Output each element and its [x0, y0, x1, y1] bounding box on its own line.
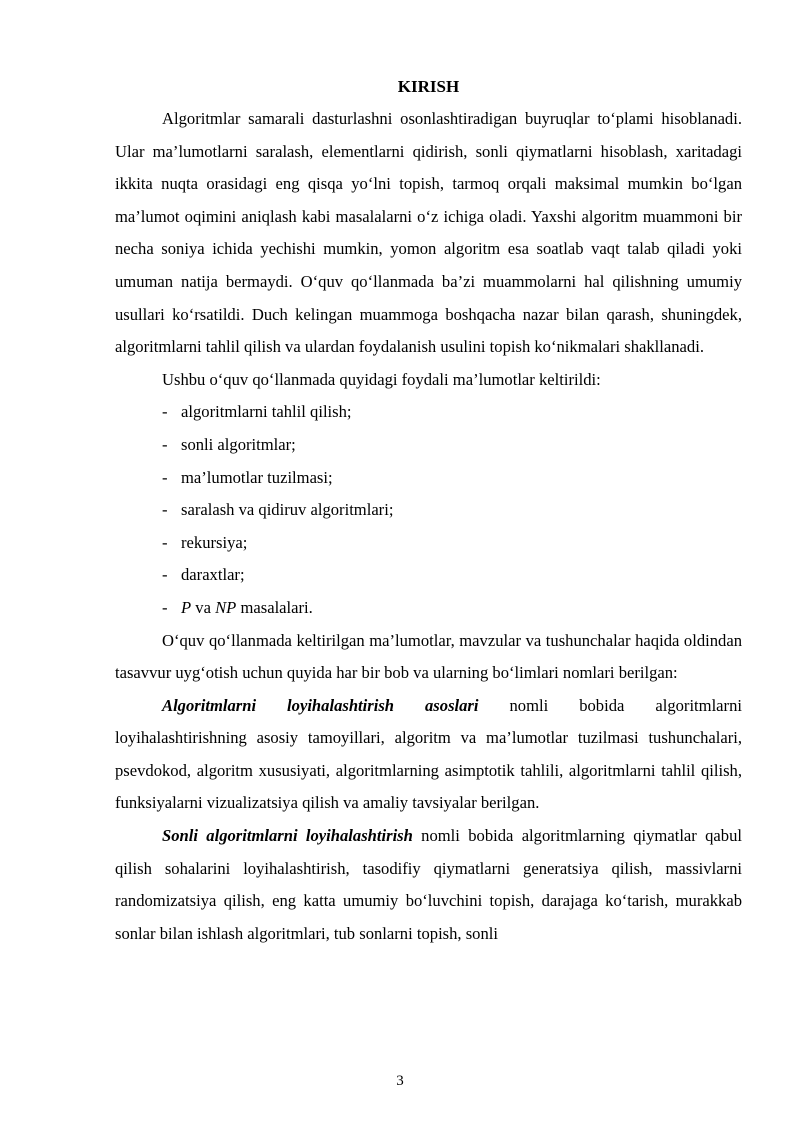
list-item: - saralash va qidiruv algoritmlari;: [115, 494, 742, 527]
page-content: [115, 75, 742, 950]
chapter-1-paragraph: Algoritmlarni loyihalashtirish asoslari nomli bobida algoritmlarni loyihalashtirishning asosiy tamoyillari, algoritm va ma’lumotlar tuzilmasi tushunchalari, psevdokod, algoritm xususiyati, algoritmlarning asimptotik tahlili, algoritmlarni tahlil qilish, funksiyalarni vizualizatsiya qilish va amaliy tavsiyalar berilgan.: [115, 695, 742, 813]
list-dash: -: [162, 467, 168, 487]
topics-list: [115, 396, 742, 624]
chapters-intro-paragraph: O‘quv qo‘llanmada keltirilgan ma’lumotlar, mavzular va tushunchalar haqida oldindan tasavvur uyg‘otish uchun quyida har bir bob va ularning bo‘limlari nomlari berilgan:: [115, 630, 742, 683]
chapter-1-title: Algoritmlarni loyihalashtirish asoslari: [162, 695, 479, 715]
list-item: - rekursiya;: [115, 527, 742, 560]
list-item: - daraxtlar;: [115, 559, 742, 592]
list-dash: -: [162, 402, 168, 422]
page-number: 3: [396, 1073, 404, 1089]
list-dash: -: [162, 597, 168, 617]
list-item: - ma’lumotlar tuzilmasi;: [115, 462, 742, 495]
page-title: KIRISH: [397, 77, 460, 96]
list-item: - sonli algoritmlar;: [115, 429, 742, 462]
list-item-p-np: - P va NP masalalari.: [115, 592, 742, 625]
chapter-2-title: Sonli algoritmlarni loyihalashtirish: [162, 826, 413, 846]
intro-paragraph: Algoritmlar samarali dasturlashni osonlashtiradigan buyruqlar to‘plami hisoblanadi. Ular ma’lumotlarni saralash, elementlarni qidirish, sonli qiymatlarni hisoblash, xaritadagi ikkita nuqta orasidagi eng qisqa yo‘lni topish, tarmoq orqali maksimal mumkin bo‘lgan ma’lumot oqimini aniqlash kabi masalalarni o‘z ichiga oladi. Yaxshi algoritm muammoni bir necha soniya ichida yechishi mumkin, yomon algoritm esa soatlab vaqt talab qiladi yoki umuman natija bermaydi. O‘quv qo‘llanmada ba’zi muammolarni hal qilishning umumiy usullari ko‘rsatildi. Duch kelingan muammoga boshqacha nazar bilan qarash, shuningdek, algoritmlarni tahlil qilish va ulardan foydalanish usulini topish ko‘nikmalari shakllanadi.: [115, 109, 742, 357]
list-item: - algoritmlarni tahlil qilish;: [115, 396, 742, 429]
list-dash: -: [162, 565, 168, 585]
list-dash: -: [162, 434, 168, 454]
list-dash: -: [162, 500, 168, 520]
list-dash: -: [162, 532, 168, 552]
list-intro-paragraph: Ushbu o‘quv qo‘llanmada quyidagi foydali ma’lumotlar keltirildi:: [162, 369, 601, 389]
chapter-2-paragraph: Sonli algoritmlarni loyihalashtirish nomli bobida algoritmlarning qiymatlar qabul qilish sohalarini loyihalashtirish, tasodifiy qiymatlarni generatsiya qilish, massivlarni randomizatsiya qilish, eng katta umumiy bo‘luvchini topish, darajaga ko‘tarish, murakkab sonlar bilan ishlash algoritmlari, tub sonlarni topish, sonli: [115, 826, 742, 943]
